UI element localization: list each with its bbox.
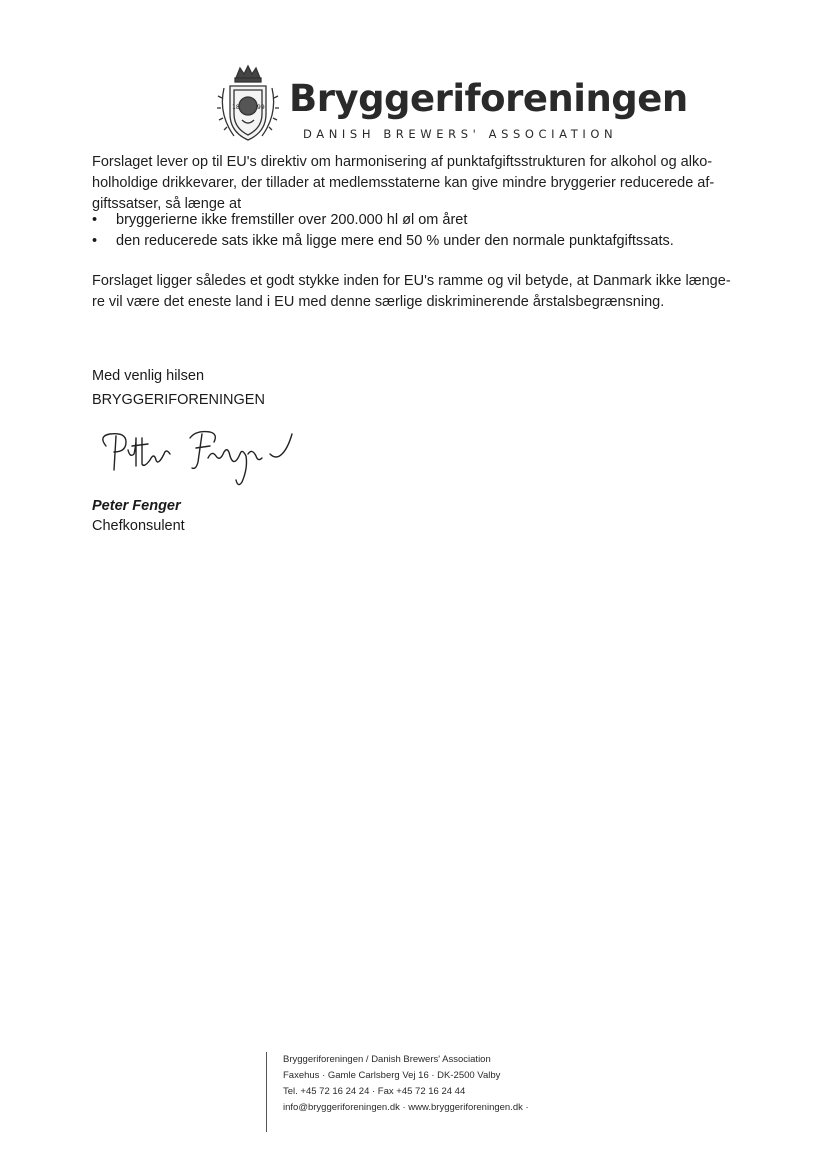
bullet-item	[92, 231, 742, 252]
paragraph-line: holholdige drikkevarer, der tillader at medlemsstaterne kan give mindre bryggerier reducerede af-	[92, 175, 715, 191]
bullet-item	[92, 210, 742, 231]
footer-line: Faxehus · Gamle Carlsberg Vej 16 · DK-2500 Valby	[283, 1070, 501, 1081]
bullet-icon: •	[92, 212, 98, 228]
footer-divider	[266, 1052, 267, 1132]
letterhead-subtitle: DANISH BREWERS' ASSOCIATION	[303, 127, 618, 141]
crest-logo	[216, 64, 280, 146]
bullet-list	[92, 210, 742, 252]
closing-organization: BRYGGERIFORENINGEN	[92, 392, 265, 408]
paragraph-line: re vil være det eneste land i EU med denne særlige diskriminerende årstalsbegrænsning.	[92, 294, 665, 310]
crest-year-left: 18	[232, 104, 240, 111]
footer-line: info@bryggeriforeningen.dk · www.bryggeriforeningen.dk ·	[283, 1102, 529, 1113]
footer-line: Bryggeriforeningen / Danish Brewers' Association	[283, 1054, 491, 1065]
footer-address	[283, 1052, 529, 1116]
bullet-text: bryggerierne ikke fremstiller over 200.000 hl øl om året	[116, 212, 468, 228]
bullet-text: den reducerede sats ikke må ligge mere end 50 % under den normale punktafgiftssats.	[116, 233, 674, 249]
closing-greeting: Med venlig hilsen	[92, 368, 205, 384]
signer-name: Peter Fenger	[92, 498, 181, 514]
footer-line: Tel. +45 72 16 24 24 · Fax +45 72 16 24 44	[283, 1086, 466, 1097]
paragraph-1	[92, 152, 742, 215]
signer-title: Chefkonsulent	[92, 518, 185, 534]
bullet-icon: •	[92, 233, 98, 249]
letterhead-name: Bryggeriforeningen	[289, 77, 688, 120]
paragraph-line: giftssatser, så længe at	[92, 196, 242, 212]
paragraph-line: Forslaget ligger således et godt stykke inden for EU's ramme og vil betyde, at Danmark ikke længe-	[92, 273, 731, 289]
paragraph-line: Forslaget lever op til EU's direktiv om harmonisering af punktafgiftsstrukturen for alkohol og alko-	[92, 154, 713, 170]
paragraph-2	[92, 271, 742, 313]
handwritten-signature	[92, 424, 302, 490]
crest-year-right: 99	[257, 104, 265, 111]
